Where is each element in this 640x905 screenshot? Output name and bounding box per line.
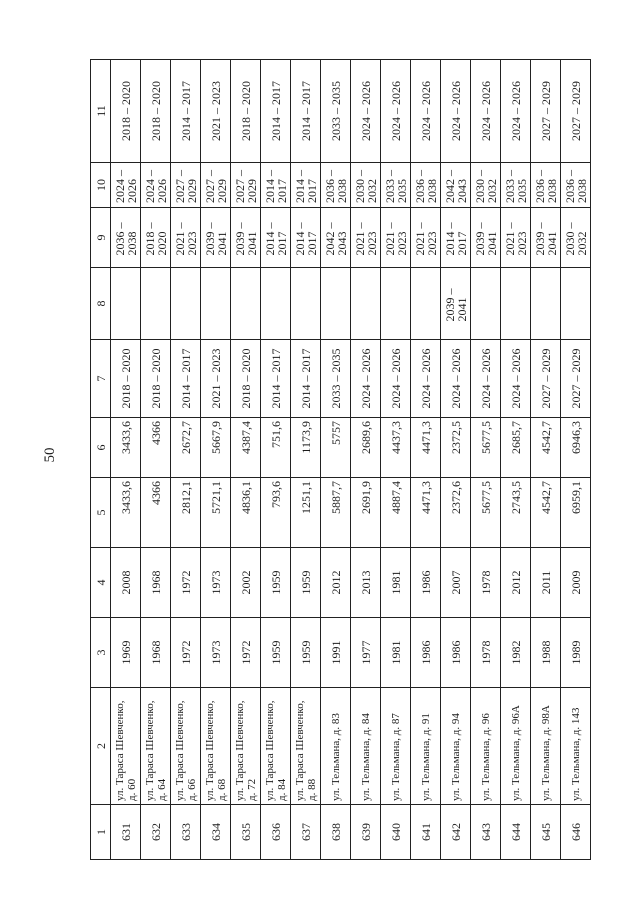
period-cell <box>381 208 411 268</box>
period-cell: 2027 – 2029 <box>561 60 591 163</box>
year-cell: 2002 <box>231 548 261 618</box>
area-cell: 4887,4 <box>381 478 411 548</box>
period-cell <box>561 163 591 208</box>
table-row <box>231 60 261 860</box>
area-cell: 2685,7 <box>501 418 531 478</box>
period-value: 2018 – 2020 <box>142 222 169 256</box>
column-number-header: 7 <box>91 340 111 418</box>
period-value: 2033 – 2035 <box>502 170 529 203</box>
period-value: 2039 – 2041 <box>532 222 559 256</box>
area-cell: 5667,9 <box>201 418 231 478</box>
area-cell: 6959,1 <box>561 478 591 548</box>
period-cell <box>351 163 381 208</box>
column-number-header: 2 <box>91 688 111 805</box>
area-cell: 4437,3 <box>381 418 411 478</box>
row-number-cell: 634 <box>201 805 231 860</box>
period-cell: 2014 – 2017 <box>291 340 321 418</box>
area-cell: 1251,1 <box>291 478 321 548</box>
period-cell: 2021 – 2023 <box>201 60 231 163</box>
area-cell: 4471,3 <box>411 478 441 548</box>
area-cell: 5887,7 <box>321 478 351 548</box>
column-number-header: 6 <box>91 418 111 478</box>
period-cell <box>531 163 561 208</box>
year-cell: 2012 <box>501 548 531 618</box>
period-cell: 2024 – 2026 <box>351 60 381 163</box>
address-cell: ул. Тараса Шевченко, д. 68 <box>201 688 231 805</box>
period-cell <box>441 208 471 268</box>
year-cell: 2013 <box>351 548 381 618</box>
period-value: 2014 – 2017 <box>262 170 289 203</box>
period-cell <box>111 163 141 208</box>
area-cell: 6946,3 <box>561 418 591 478</box>
table-header-row <box>91 60 111 860</box>
period-cell <box>321 163 351 208</box>
period-cell <box>411 268 441 340</box>
year-cell: 1972 <box>231 618 261 688</box>
period-cell: 2024 – 2026 <box>471 60 501 163</box>
table-row <box>531 60 561 860</box>
area-cell: 1173,9 <box>291 418 321 478</box>
address-cell: ул. Тельмана, д. 94 <box>441 688 471 805</box>
year-cell: 1978 <box>471 548 501 618</box>
period-cell <box>531 268 561 340</box>
period-cell <box>561 208 591 268</box>
year-cell: 2009 <box>561 548 591 618</box>
column-number-header: 8 <box>91 268 111 340</box>
area-cell: 3433,6 <box>111 478 141 548</box>
period-cell: 2018 – 2020 <box>141 60 171 163</box>
period-cell <box>531 208 561 268</box>
period-cell <box>111 208 141 268</box>
year-cell: 2007 <box>441 548 471 618</box>
period-cell <box>351 268 381 340</box>
year-cell: 1986 <box>441 618 471 688</box>
area-cell: 5757 <box>321 418 351 478</box>
period-value: 2027 – 2029 <box>202 170 229 203</box>
year-cell: 1972 <box>171 618 201 688</box>
area-cell: 2689,6 <box>351 418 381 478</box>
column-number-header: 9 <box>91 208 111 268</box>
period-value: 2036 – 2038 <box>412 170 439 203</box>
period-value: 2030 – 2032 <box>472 170 499 203</box>
table-row <box>171 60 201 860</box>
period-cell: 2033 – 2035 <box>321 340 351 418</box>
column-number-header: 11 <box>91 60 111 163</box>
table-row <box>411 60 441 860</box>
period-cell: 2024 – 2026 <box>351 340 381 418</box>
period-value: 2042 – 2043 <box>322 222 349 256</box>
table-row <box>501 60 531 860</box>
year-cell: 1981 <box>381 548 411 618</box>
row-number-cell: 638 <box>321 805 351 860</box>
year-cell: 1968 <box>141 548 171 618</box>
period-cell <box>411 208 441 268</box>
period-cell <box>381 163 411 208</box>
period-cell <box>171 208 201 268</box>
row-number-cell: 643 <box>471 805 501 860</box>
period-value: 2014 – 2017 <box>262 222 289 256</box>
row-number-cell: 646 <box>561 805 591 860</box>
period-cell <box>141 268 171 340</box>
period-value: 2024 – 2026 <box>112 170 139 203</box>
period-cell <box>291 163 321 208</box>
period-cell <box>291 268 321 340</box>
period-cell: 2018 – 2020 <box>231 340 261 418</box>
table-row <box>381 60 411 860</box>
area-cell: 5721,1 <box>201 478 231 548</box>
period-cell <box>261 163 291 208</box>
area-cell: 4542,7 <box>531 478 561 548</box>
row-number-cell: 645 <box>531 805 561 860</box>
row-number-cell: 642 <box>441 805 471 860</box>
period-cell <box>201 268 231 340</box>
period-value: 2027 – 2029 <box>232 170 259 203</box>
column-number-header: 1 <box>91 805 111 860</box>
area-cell: 2691,9 <box>351 478 381 548</box>
year-cell: 1959 <box>261 548 291 618</box>
period-cell <box>501 268 531 340</box>
period-value: 2033 – 2035 <box>382 170 409 203</box>
row-number-cell: 639 <box>351 805 381 860</box>
table-row <box>291 60 321 860</box>
year-cell: 1989 <box>561 618 591 688</box>
table-body <box>111 60 591 860</box>
period-cell <box>111 268 141 340</box>
table-row <box>561 60 591 860</box>
year-cell: 2012 <box>321 548 351 618</box>
area-cell: 3433,6 <box>111 418 141 478</box>
rotated-table-sheet <box>90 60 590 860</box>
period-cell <box>501 163 531 208</box>
year-cell: 1988 <box>531 618 561 688</box>
period-value: 2021 – 2023 <box>172 222 199 256</box>
period-value: 2014 – 2017 <box>292 170 319 203</box>
period-cell <box>171 268 201 340</box>
area-cell: 2372,6 <box>441 478 471 548</box>
period-cell <box>321 208 351 268</box>
period-value: 2039 – 2041 <box>472 222 499 256</box>
period-cell <box>201 163 231 208</box>
area-cell: 2372,5 <box>441 418 471 478</box>
address-cell: ул. Тараса Шевченко, д. 84 <box>261 688 291 805</box>
row-number-cell: 637 <box>291 805 321 860</box>
address-cell: ул. Тараса Шевченко, д. 88 <box>291 688 321 805</box>
year-cell: 1991 <box>321 618 351 688</box>
area-cell: 751,6 <box>261 418 291 478</box>
row-number-cell: 644 <box>501 805 531 860</box>
area-cell: 4836,1 <box>231 478 261 548</box>
column-number-header: 10 <box>91 163 111 208</box>
period-cell: 2024 – 2026 <box>381 60 411 163</box>
period-cell <box>471 208 501 268</box>
period-cell <box>441 268 471 340</box>
period-cell <box>561 268 591 340</box>
period-cell <box>441 163 471 208</box>
period-value: 2036 – 2038 <box>562 170 589 203</box>
period-cell: 2018 – 2020 <box>141 340 171 418</box>
period-cell <box>261 208 291 268</box>
period-cell: 2018 – 2020 <box>231 60 261 163</box>
row-number-cell: 636 <box>261 805 291 860</box>
year-cell: 1986 <box>411 618 441 688</box>
period-cell: 2033 – 2035 <box>321 60 351 163</box>
year-cell: 1986 <box>411 548 441 618</box>
column-number-header: 5 <box>91 478 111 548</box>
address-cell: ул. Тараса Шевченко, д. 66 <box>171 688 201 805</box>
area-cell: 4366 <box>141 418 171 478</box>
address-cell: ул. Тельмана, д. 96 <box>471 688 501 805</box>
period-value: 2036 – 2038 <box>322 170 349 203</box>
period-cell: 2014 – 2017 <box>261 340 291 418</box>
period-value: 2021 – 2023 <box>382 222 409 256</box>
period-cell: 2024 – 2026 <box>411 340 441 418</box>
area-cell: 2812,1 <box>171 478 201 548</box>
period-cell <box>141 208 171 268</box>
period-value: 2039 – 2041 <box>232 222 259 256</box>
period-value: 2021 – 2023 <box>502 222 529 256</box>
period-cell <box>291 208 321 268</box>
table-row <box>471 60 501 860</box>
period-cell <box>471 163 501 208</box>
period-cell <box>231 268 261 340</box>
year-cell: 1969 <box>111 618 141 688</box>
row-number-cell: 635 <box>231 805 261 860</box>
period-cell: 2024 – 2026 <box>471 340 501 418</box>
area-cell: 2743,5 <box>501 478 531 548</box>
period-value: 2024 – 2026 <box>142 170 169 203</box>
period-cell <box>501 208 531 268</box>
period-cell <box>351 208 381 268</box>
period-cell: 2024 – 2026 <box>501 60 531 163</box>
period-value: 2036 – 2038 <box>532 170 559 203</box>
table-row <box>261 60 291 860</box>
area-cell: 2672,7 <box>171 418 201 478</box>
area-cell: 4471,3 <box>411 418 441 478</box>
address-cell: ул. Тельмана, д. 84 <box>351 688 381 805</box>
period-cell <box>231 163 261 208</box>
address-cell: ул. Тельмана, д. 96А <box>501 688 531 805</box>
period-cell: 2014 – 2017 <box>291 60 321 163</box>
period-value: 2014 – 2017 <box>442 222 469 256</box>
row-number-cell: 640 <box>381 805 411 860</box>
period-cell: 2021 – 2023 <box>201 340 231 418</box>
year-cell: 1977 <box>351 618 381 688</box>
period-cell: 2024 – 2026 <box>411 60 441 163</box>
period-value: 2021 – 2023 <box>352 222 379 256</box>
row-number-cell: 632 <box>141 805 171 860</box>
period-cell: 2018 – 2020 <box>111 60 141 163</box>
address-cell: ул. Тельмана, д. 143 <box>561 688 591 805</box>
address-cell: ул. Тараса Шевченко, д. 72 <box>231 688 261 805</box>
area-cell: 4366 <box>141 478 171 548</box>
period-cell: 2024 – 2026 <box>501 340 531 418</box>
address-cell: ул. Тараса Шевченко, д. 60 <box>111 688 141 805</box>
period-cell <box>411 163 441 208</box>
year-cell: 1959 <box>291 548 321 618</box>
period-cell: 2027 – 2029 <box>561 340 591 418</box>
year-cell: 1982 <box>501 618 531 688</box>
period-cell <box>261 268 291 340</box>
period-cell: 2014 – 2017 <box>171 60 201 163</box>
period-cell <box>231 208 261 268</box>
table-row <box>351 60 381 860</box>
period-cell: 2014 – 2017 <box>261 60 291 163</box>
address-cell: ул. Тельмана, д. 91 <box>411 688 441 805</box>
period-cell <box>381 268 411 340</box>
year-cell: 1973 <box>201 548 231 618</box>
period-cell <box>201 208 231 268</box>
year-cell: 1959 <box>261 618 291 688</box>
period-value: 2027 – 2029 <box>172 170 199 203</box>
period-value: 2021 – 2023 <box>412 222 439 256</box>
period-value: 2030 – 2032 <box>352 170 379 203</box>
period-cell: 2027 – 2029 <box>531 340 561 418</box>
period-value: 2039 – 2041 <box>442 288 469 322</box>
period-value: 2014 – 2017 <box>292 222 319 256</box>
period-cell <box>141 163 171 208</box>
address-cell: ул. Тельмана, д. 98А <box>531 688 561 805</box>
housing-table <box>90 59 591 860</box>
year-cell: 1959 <box>291 618 321 688</box>
year-cell: 1973 <box>201 618 231 688</box>
column-number-header: 4 <box>91 548 111 618</box>
period-cell <box>471 268 501 340</box>
period-cell <box>321 268 351 340</box>
period-value: 2042 – 2043 <box>442 170 469 203</box>
year-cell: 1968 <box>141 618 171 688</box>
row-number-cell: 633 <box>171 805 201 860</box>
area-cell: 5677,5 <box>471 478 501 548</box>
table-row <box>441 60 471 860</box>
period-cell: 2024 – 2026 <box>441 60 471 163</box>
area-cell: 4387,4 <box>231 418 261 478</box>
period-cell: 2018 – 2020 <box>111 340 141 418</box>
table-row <box>111 60 141 860</box>
area-cell: 5677,5 <box>471 418 501 478</box>
page-number: 50 <box>42 447 58 463</box>
row-number-cell: 631 <box>111 805 141 860</box>
table-row <box>201 60 231 860</box>
table-row <box>141 60 171 860</box>
table-row <box>321 60 351 860</box>
address-cell: ул. Тельмана, д. 83 <box>321 688 351 805</box>
period-cell <box>171 163 201 208</box>
period-cell: 2014 – 2017 <box>171 340 201 418</box>
year-cell: 1978 <box>471 618 501 688</box>
year-cell: 2011 <box>531 548 561 618</box>
address-cell: ул. Тельмана, д. 87 <box>381 688 411 805</box>
row-number-cell: 641 <box>411 805 441 860</box>
area-cell: 4542,7 <box>531 418 561 478</box>
year-cell: 1981 <box>381 618 411 688</box>
period-cell: 2027 – 2029 <box>531 60 561 163</box>
year-cell: 1972 <box>171 548 201 618</box>
column-number-header: 3 <box>91 618 111 688</box>
period-cell: 2024 – 2026 <box>381 340 411 418</box>
period-value: 2030 – 2032 <box>562 222 589 256</box>
period-cell: 2024 – 2026 <box>441 340 471 418</box>
period-value: 2036 – 2038 <box>112 222 139 256</box>
year-cell: 2008 <box>111 548 141 618</box>
address-cell: ул. Тараса Шевченко, д. 64 <box>141 688 171 805</box>
area-cell: 793,6 <box>261 478 291 548</box>
period-value: 2039 – 2041 <box>202 222 229 256</box>
